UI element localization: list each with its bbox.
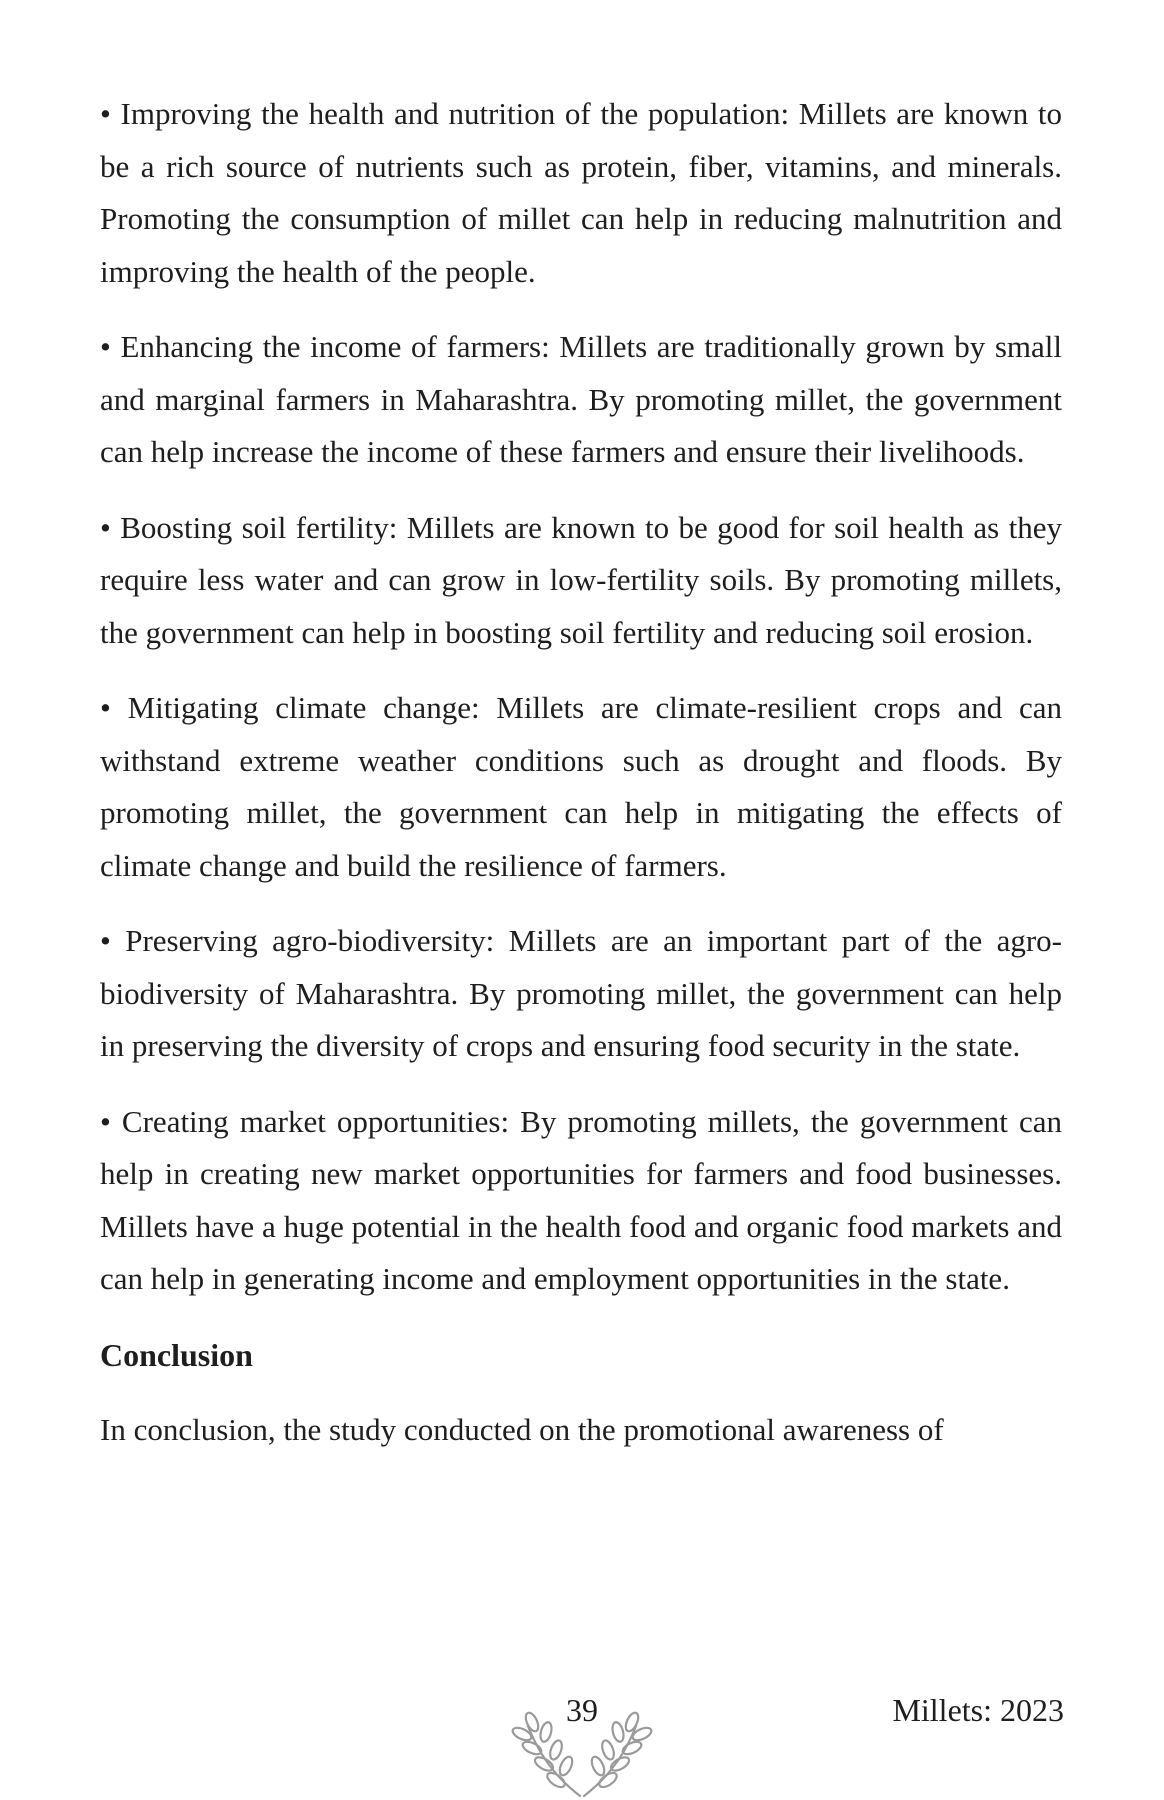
conclusion-heading: Conclusion xyxy=(100,1336,253,1373)
page-body xyxy=(100,88,1062,1479)
bullet-soil-fertility: • Boosting soil fertility: Millets are known to be good for soil health as they require less water and can grow in low-fertility soils. By promoting millets, the government can help in boosting soil fertility and reducing soil erosion. xyxy=(100,509,1062,650)
bullet-market-opportunities: • Creating market opportunities: By promoting millets, the government can help in creating new market opportunities for farmers and food businesses. Millets have a huge potential in the health food and organic food markets and can help in generating income and employment opportunities in the state. xyxy=(100,1103,1062,1296)
page-number: 39 xyxy=(566,1692,598,1728)
journal-label: Millets: 2023 xyxy=(892,1692,1064,1728)
bullet-farmer-income: • Enhancing the income of farmers: Millets are traditionally grown by small and marginal farmers in Maharashtra. By promoting millet, the government can help increase the income of these farmers and ensure their livelihoods. xyxy=(100,329,1062,469)
bullet-agro-biodiversity: • Preserving agro-biodiversity: Millets are an important part of the agro-biodiversity of Maharashtra. By promoting millet, the government can help in preserving the diversity of crops and ensuring food security in the state. xyxy=(100,923,1062,1063)
conclusion-paragraph: In conclusion, the study conducted on the promotional awareness of xyxy=(100,1411,944,1447)
bullet-health-nutrition: • Improving the health and nutrition of the population: Millets are known to be a rich source of nutrients such as protein, fiber, vitamins, and minerals. Promoting the consumption of millet can help in reducing malnutrition and improving the health of the people. xyxy=(100,96,1062,289)
page-footer xyxy=(0,1690,1164,1800)
bullet-climate-change: • Mitigating climate change: Millets are climate-resilient crops and can withstand extreme weather conditions such as drought and floods. By promoting millet, the government can help in mitigating the effects of climate change and build the resilience of farmers. xyxy=(100,690,1062,883)
